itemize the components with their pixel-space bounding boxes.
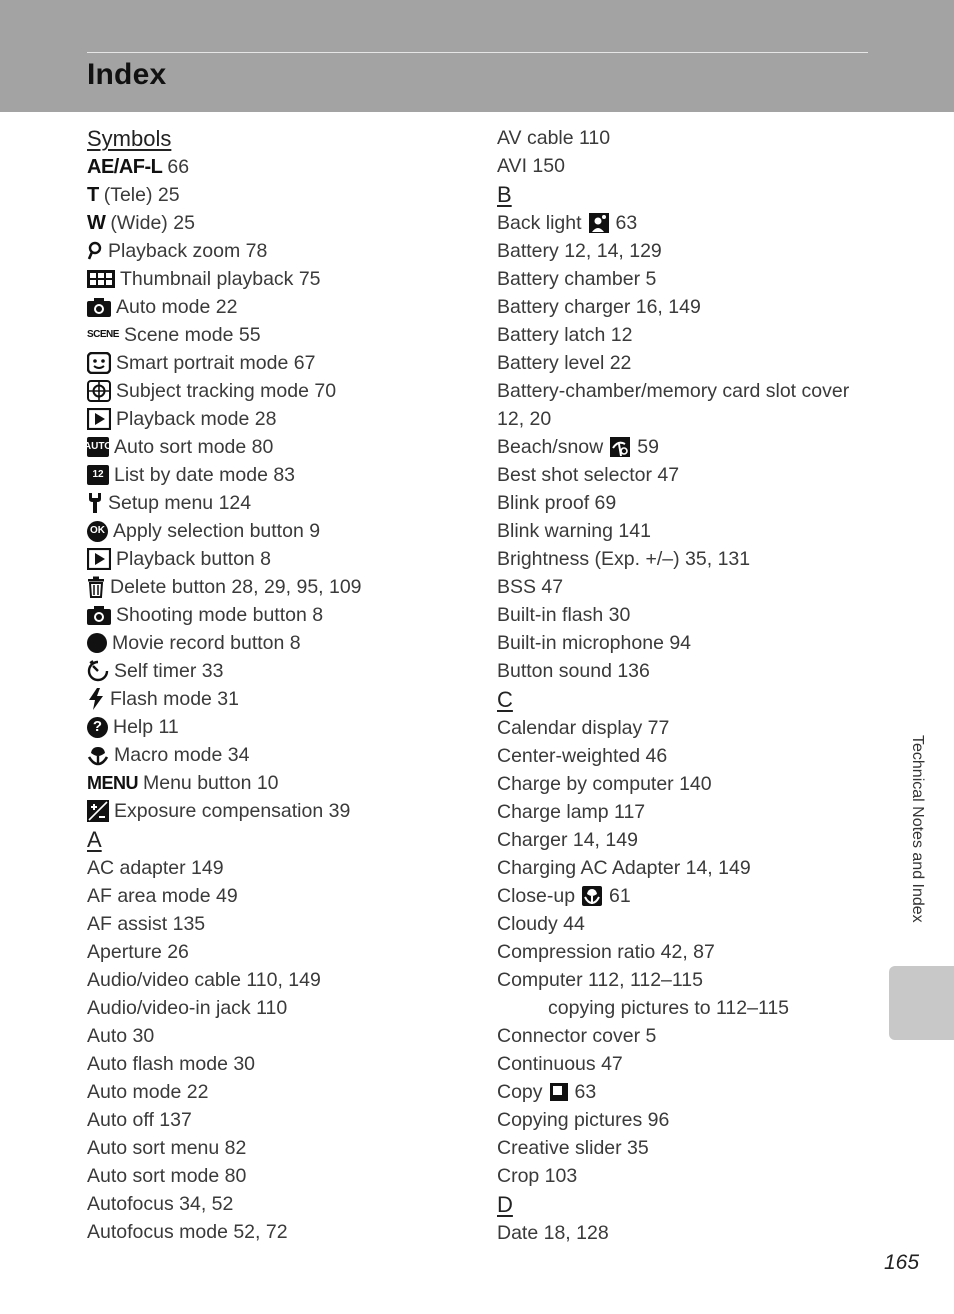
pre-b-entries: [497, 124, 887, 180]
index-entry: Continuous 47: [497, 1053, 623, 1075]
record-icon: [87, 633, 107, 653]
index-entry: Battery 12, 14, 129: [497, 240, 662, 262]
index-entry: Computer 112, 112–115: [497, 969, 703, 991]
camera-icon: [87, 605, 111, 625]
auto-sort-icon: AUTO: [87, 437, 109, 457]
index-entry: ? Help 11: [87, 713, 487, 741]
index-entry: Aperture 26: [87, 941, 189, 963]
subject-tracking-icon: [87, 380, 111, 402]
c-entries-3: [497, 1022, 887, 1078]
flash-icon: [87, 688, 105, 710]
index-entry: Subject tracking mode 70: [87, 377, 487, 405]
play-icon: [87, 408, 111, 430]
index-entry: Brightness (Exp. +/–) 35, 131: [497, 548, 751, 570]
index-entry: AF assist 135: [87, 913, 206, 935]
index-entry: Charge by computer 140: [497, 773, 712, 795]
section-heading-symbols: Symbols: [87, 126, 172, 151]
index-entry: Battery charger 16, 149: [497, 296, 701, 318]
list-by-date-icon: 12: [87, 465, 109, 485]
index-entry: Blink proof 69: [497, 492, 617, 514]
c-entries-4: [497, 1106, 887, 1190]
beach-snow-icon: [609, 436, 631, 458]
index-entry: Copy 63: [497, 1081, 597, 1103]
index-entry: Autofocus 34, 52: [87, 1193, 234, 1215]
index-entry: Smart portrait mode 67: [87, 349, 487, 377]
index-entry: Setup menu 124: [87, 489, 487, 517]
index-entry: Button sound 136: [497, 660, 650, 682]
index-entry: 12 List by date mode 83: [87, 461, 487, 489]
index-entry: Autofocus mode 52, 72: [87, 1221, 288, 1243]
index-entry: Best shot selector 47: [497, 464, 680, 486]
index-entry: Self timer 33: [87, 657, 487, 685]
page-header: [0, 0, 954, 112]
section-heading-a: A: [87, 827, 102, 852]
smart-portrait-icon: [87, 352, 111, 374]
menu-icon: MENU: [87, 773, 138, 793]
header-rule: [87, 52, 868, 53]
macro-icon: [87, 744, 109, 766]
a-entries: [87, 854, 487, 1246]
b-entries-2: [497, 461, 887, 685]
index-entry: Playback zoom 78: [87, 237, 487, 265]
index-entry: Auto mode 22: [87, 1081, 209, 1103]
index-entry: Auto flash mode 30: [87, 1053, 256, 1075]
index-subentry: copying pictures to 112–115: [548, 997, 790, 1019]
index-entry: Macro mode 34: [87, 741, 487, 769]
index-entry: AVI 150: [497, 155, 565, 177]
index-entry: BSS 47: [497, 576, 564, 598]
index-entry: T (Tele) 25: [87, 181, 487, 209]
index-entry: AF area mode 49: [87, 885, 238, 907]
index-entry: Copying pictures 96: [497, 1109, 670, 1131]
section-heading-b: B: [497, 182, 512, 207]
index-entry: AUTO Auto sort mode 80: [83, 436, 274, 458]
ok-button-icon: OK: [87, 521, 108, 542]
index-entry: OK Apply selection button 9: [87, 517, 487, 545]
index-entry: SCENE Scene mode 55: [87, 321, 487, 349]
index-entry: Audio/video-in jack 110: [87, 997, 288, 1019]
index-entry: Thumbnail playback 75: [87, 265, 487, 293]
index-entry: Auto sort menu 82: [87, 1137, 247, 1159]
page-title: Index: [87, 58, 167, 91]
index-entry: AE/AF-L 66: [87, 153, 487, 181]
index-entry: 12, 20: [497, 408, 552, 430]
close-up-icon: [581, 885, 603, 907]
side-tab-label: Technical Notes and Index: [909, 735, 926, 923]
wrench-icon: [87, 492, 103, 514]
exposure-compensation-icon: [87, 800, 109, 822]
index-entry: Flash mode 31: [87, 685, 487, 713]
index-entry: Creative slider 35: [497, 1137, 649, 1159]
index-entry: Beach/snow 59: [497, 436, 659, 458]
index-entry: Playback button 8: [87, 545, 487, 573]
c-entries-1: [497, 714, 887, 882]
section-heading-d: D: [497, 1192, 513, 1217]
index-entry: Auto off 137: [87, 1109, 192, 1131]
copy-icon: [549, 1082, 569, 1102]
index-entry: Charger 14, 149: [497, 829, 638, 851]
trash-icon: [87, 576, 105, 598]
section-heading-c: C: [497, 687, 513, 712]
index-entry: Exposure compensation 39: [87, 797, 487, 825]
index-entry: AV cable 110: [497, 127, 611, 149]
index-entry: Connector cover 5: [497, 1025, 657, 1047]
play-icon: [87, 548, 111, 570]
index-entry: Battery latch 12: [497, 324, 633, 346]
index-entry: Auto mode 22: [87, 293, 487, 321]
timer-icon: [87, 660, 109, 682]
index-entry: Back light 63: [497, 212, 638, 234]
index-entry: Playback mode 28: [87, 405, 487, 433]
tele-icon: T: [87, 184, 99, 206]
index-column-left: [83, 124, 487, 1246]
d-entries: [497, 1219, 887, 1247]
index-entry: Compression ratio 42, 87: [497, 941, 715, 963]
wide-icon: W: [87, 212, 106, 234]
index-entry: Blink warning 141: [497, 520, 651, 542]
index-entry: Built-in flash 30: [497, 604, 631, 626]
index-entry: Audio/video cable 110, 149: [87, 969, 321, 991]
index-entry: Center-weighted 46: [497, 745, 668, 767]
backlight-icon: [588, 212, 610, 234]
index-entry: Built-in microphone 94: [497, 632, 692, 654]
index-entry: Charging AC Adapter 14, 149: [497, 857, 751, 879]
index-entry: Battery chamber 5: [497, 268, 657, 290]
side-tab: [889, 966, 954, 1040]
help-icon: ?: [87, 717, 108, 738]
index-entry: Crop 103: [497, 1165, 578, 1187]
index-entry: Battery-chamber/memory card slot cover: [497, 380, 850, 402]
thumbnail-icon: [87, 269, 115, 289]
ae-af-lock-icon: AE/AF-L: [87, 156, 163, 178]
index-entry: Date 18, 128: [497, 1222, 609, 1244]
index-entry: Delete button 28, 29, 95, 109: [87, 573, 487, 601]
index-entry: AC adapter 149: [87, 857, 224, 879]
index-entry: Movie record button 8: [87, 629, 487, 657]
index-entry: Cloudy 44: [497, 913, 585, 935]
index-entry: Auto sort mode 80: [87, 1165, 247, 1187]
index-entry: Close-up 61: [497, 885, 631, 907]
index-entry: Charge lamp 117: [497, 801, 646, 823]
index-entry: W (Wide) 25: [87, 209, 487, 237]
index-entry: Auto 30: [87, 1025, 155, 1047]
camera-icon: [87, 297, 111, 317]
index-column-right: [497, 124, 887, 1247]
scene-icon: SCENE: [87, 329, 119, 340]
page-number: 165: [884, 1251, 920, 1274]
index-entry: Calendar display 77: [497, 717, 670, 739]
index-entry: Battery level 22: [497, 352, 632, 374]
b-entries-1: [497, 237, 887, 433]
index-entry: Shooting mode button 8: [87, 601, 487, 629]
c-entries-2: [497, 910, 887, 994]
index-entry: MENU Menu button 10: [87, 769, 487, 797]
zoom-icon: [87, 241, 103, 261]
